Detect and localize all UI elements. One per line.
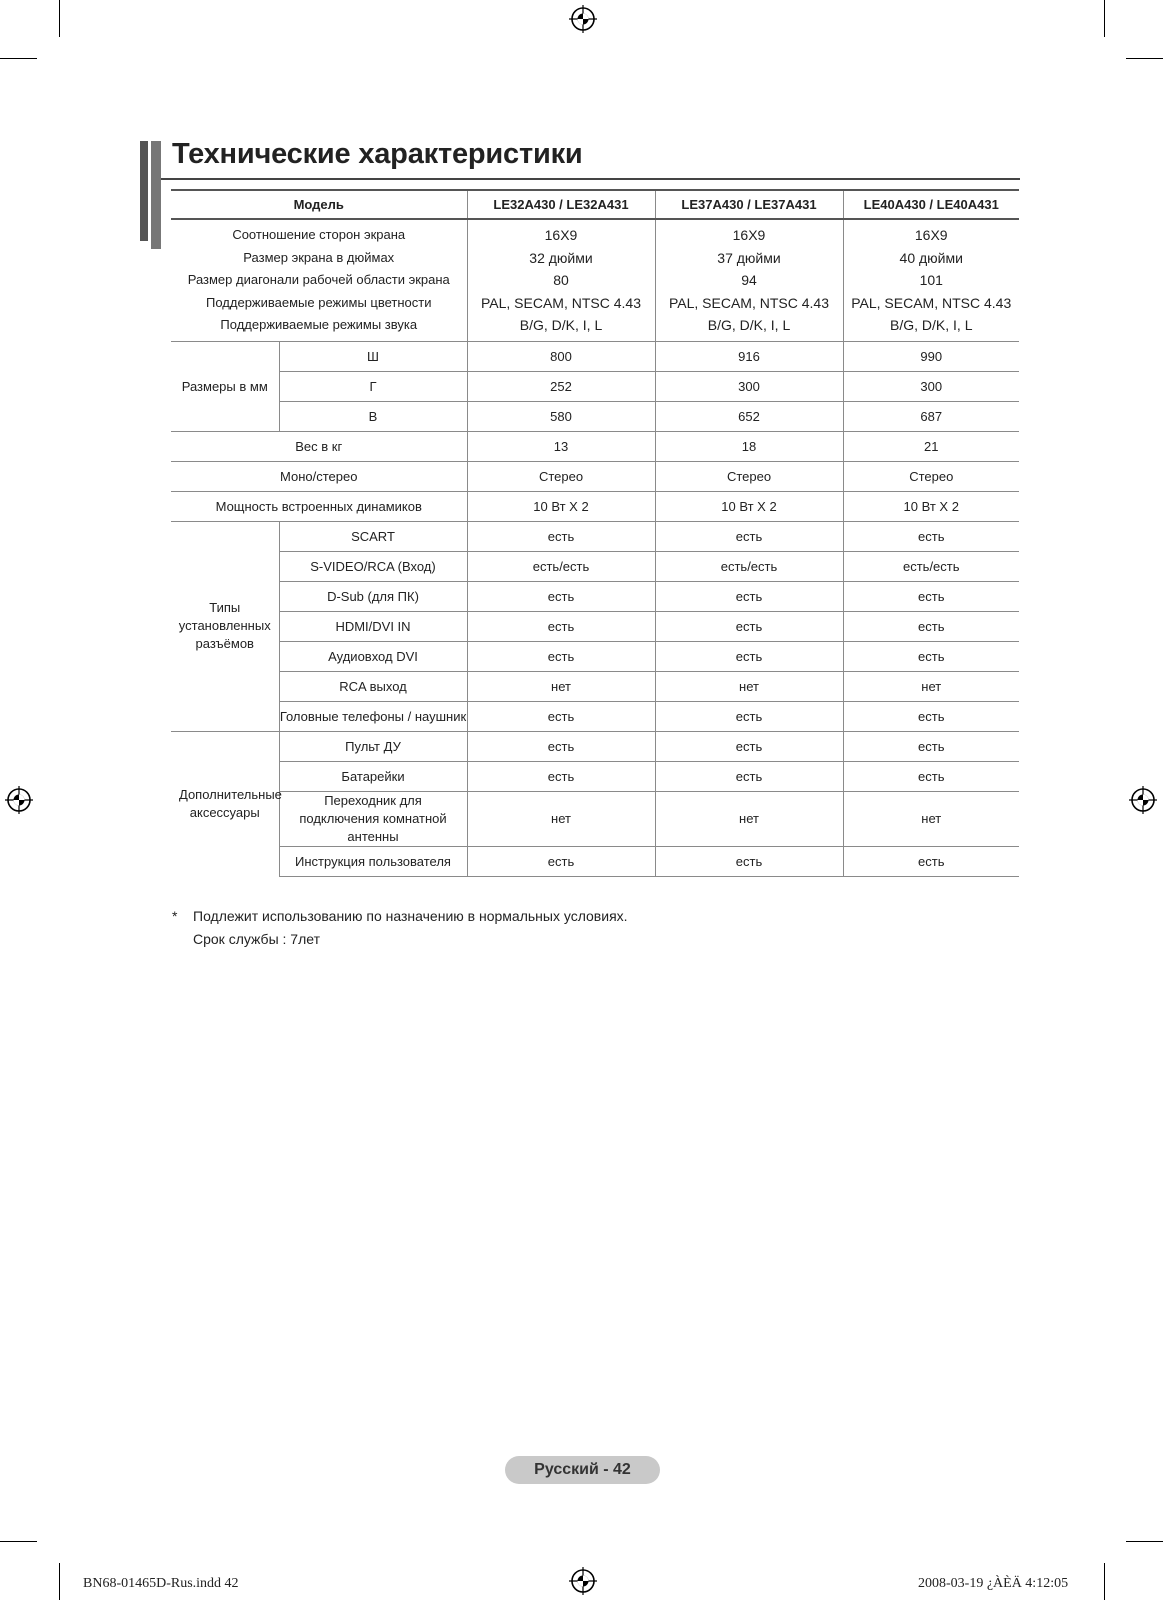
cell-value: есть bbox=[467, 641, 655, 671]
cell-value: B/G, D/K, I, L bbox=[519, 317, 603, 333]
cell-value: есть bbox=[843, 761, 1019, 791]
page-title: Технические характеристики bbox=[172, 138, 583, 170]
cell-value: есть bbox=[843, 581, 1019, 611]
spec-table bbox=[171, 189, 1019, 877]
row-label: Батарейки bbox=[279, 761, 467, 791]
cell-value: 40 дюйми bbox=[899, 249, 963, 266]
group-label: Дополнительные аксессуары bbox=[171, 731, 279, 876]
cell-value: есть bbox=[655, 761, 843, 791]
table-row bbox=[171, 551, 1019, 581]
cell-value: 10 Вт X 2 bbox=[843, 491, 1019, 521]
row-label: Моно/стерео bbox=[171, 461, 467, 491]
row-label: SCART bbox=[279, 521, 467, 551]
cell-value: 37 дюйми bbox=[717, 249, 781, 266]
cell-value: 16X9 bbox=[544, 227, 578, 243]
cell-value: 10 Вт X 2 bbox=[655, 491, 843, 521]
cell-value: есть bbox=[843, 846, 1019, 876]
table-row bbox=[171, 701, 1019, 731]
registration-mark-icon bbox=[569, 1567, 597, 1595]
table-row bbox=[171, 581, 1019, 611]
row-label: Пульт ДУ bbox=[279, 731, 467, 761]
cell-value: Стерео bbox=[467, 461, 655, 491]
footnote-star: * bbox=[172, 908, 178, 924]
cell-value: нет bbox=[655, 791, 843, 846]
registration-mark-icon bbox=[5, 786, 33, 814]
cell-value: есть bbox=[467, 521, 655, 551]
cell-value: 800 bbox=[467, 341, 655, 371]
cell-value: Стерео bbox=[655, 461, 843, 491]
cell-value: есть bbox=[843, 701, 1019, 731]
row-label: Поддерживаемые режимы цветности bbox=[206, 294, 432, 310]
cell-value: 10 Вт X 2 bbox=[467, 491, 655, 521]
cell-value: 580 bbox=[467, 401, 655, 431]
row-label: Поддерживаемые режимы звука bbox=[220, 317, 418, 332]
cell-value: 16X9 bbox=[732, 227, 766, 243]
title-underline bbox=[161, 178, 1020, 180]
cell-value: есть bbox=[655, 641, 843, 671]
cell-value: есть bbox=[467, 731, 655, 761]
table-row bbox=[171, 461, 1019, 491]
crop-mark bbox=[1126, 1541, 1163, 1542]
group-label: Типы установленных разъёмов bbox=[171, 521, 279, 731]
table-row bbox=[171, 671, 1019, 701]
cell-value: 300 bbox=[843, 371, 1019, 401]
crop-mark bbox=[1126, 58, 1163, 59]
table-header-row bbox=[171, 190, 1019, 219]
cell-value: 32 дюйми bbox=[529, 249, 593, 266]
row-label: Размер экрана в дюймах bbox=[243, 249, 395, 265]
cell-value: 990 bbox=[843, 341, 1019, 371]
cell-value: есть/есть bbox=[467, 551, 655, 581]
crop-mark bbox=[0, 1541, 37, 1542]
row-label: Г bbox=[279, 371, 467, 401]
cell-value: нет bbox=[843, 671, 1019, 701]
cell-value: есть bbox=[655, 846, 843, 876]
cell-value: нет bbox=[655, 671, 843, 701]
cell-value: есть bbox=[843, 611, 1019, 641]
cell-value: PAL, SECAM, NTSC 4.43 bbox=[851, 294, 1012, 311]
cell-value: 21 bbox=[843, 431, 1019, 461]
registration-mark-icon bbox=[1129, 786, 1157, 814]
cell-value: нет bbox=[467, 791, 655, 846]
row-label: D-Sub (для ПК) bbox=[279, 581, 467, 611]
table-row bbox=[171, 791, 1019, 846]
crop-mark bbox=[1104, 1563, 1105, 1600]
table-row bbox=[171, 846, 1019, 876]
cell-value: есть bbox=[467, 701, 655, 731]
cell-value: есть bbox=[655, 611, 843, 641]
display-values-cell bbox=[843, 219, 1019, 341]
table-row bbox=[171, 521, 1019, 551]
slug-filename: BN68-01465D-Rus.indd 42 bbox=[83, 1576, 239, 1591]
cell-value: есть bbox=[467, 846, 655, 876]
header-model: LE37A430 / LE37A431 bbox=[655, 190, 843, 219]
cell-value: 80 bbox=[553, 272, 569, 288]
cell-value: 16X9 bbox=[914, 227, 948, 243]
cell-value: 101 bbox=[919, 272, 943, 288]
row-label: В bbox=[279, 401, 467, 431]
table-row bbox=[171, 611, 1019, 641]
cell-value: есть bbox=[655, 701, 843, 731]
cell-value: есть bbox=[843, 731, 1019, 761]
row-label: HDMI/DVI IN bbox=[279, 611, 467, 641]
cell-value: 94 bbox=[741, 272, 757, 288]
cell-value: есть bbox=[843, 641, 1019, 671]
cell-value: нет bbox=[843, 791, 1019, 846]
table-row bbox=[171, 371, 1019, 401]
header-model: LE40A430 / LE40A431 bbox=[843, 190, 1019, 219]
table-row bbox=[171, 641, 1019, 671]
row-label: Аудиовход DVI bbox=[279, 641, 467, 671]
cell-value: есть/есть bbox=[843, 551, 1019, 581]
table-row bbox=[171, 491, 1019, 521]
table-row bbox=[171, 341, 1019, 371]
cell-value: 300 bbox=[655, 371, 843, 401]
cell-value: B/G, D/K, I, L bbox=[707, 317, 791, 333]
cell-value: PAL, SECAM, NTSC 4.43 bbox=[668, 294, 829, 311]
row-label: Соотношение сторон экрана bbox=[232, 227, 406, 242]
table-row bbox=[171, 431, 1019, 461]
header-model: LE32A430 / LE32A431 bbox=[467, 190, 655, 219]
cell-value: 252 bbox=[467, 371, 655, 401]
cell-value: есть bbox=[655, 521, 843, 551]
header-model-label: Модель bbox=[171, 190, 467, 219]
cell-value: есть/есть bbox=[655, 551, 843, 581]
slug-timestamp: 2008-03-19 ¿ÀÈÄ 4:12:05 bbox=[918, 1576, 1069, 1591]
title-accent-bar bbox=[140, 141, 148, 241]
row-label: S-VIDEO/RCA (Вход) bbox=[279, 551, 467, 581]
cell-value: есть bbox=[467, 611, 655, 641]
crop-mark bbox=[1104, 0, 1105, 37]
footnote bbox=[172, 905, 628, 951]
row-label: Переходник для подключения комнатной антенны bbox=[279, 791, 467, 846]
row-label: Вес в кг bbox=[171, 431, 467, 461]
crop-mark bbox=[0, 58, 37, 59]
cell-value: есть bbox=[655, 581, 843, 611]
cell-value: Стерео bbox=[843, 461, 1019, 491]
registration-mark-icon bbox=[569, 5, 597, 33]
crop-mark bbox=[59, 0, 60, 37]
row-label: Размер диагонали рабочей области экрана bbox=[187, 272, 450, 287]
display-values-cell bbox=[467, 219, 655, 341]
table-row bbox=[171, 401, 1019, 431]
cell-value: нет bbox=[467, 671, 655, 701]
footnote-line: Срок службы : 7лет bbox=[193, 931, 320, 947]
cell-value: есть bbox=[843, 521, 1019, 551]
row-label: Инструкция пользователя bbox=[279, 846, 467, 876]
row-label: RCA выход bbox=[279, 671, 467, 701]
title-accent-bar bbox=[151, 141, 161, 249]
row-label: Ш bbox=[279, 341, 467, 371]
cell-value: B/G, D/K, I, L bbox=[890, 317, 973, 333]
cell-value: есть bbox=[655, 731, 843, 761]
display-labels-cell bbox=[171, 219, 467, 341]
page-number-badge: Русский - 42 bbox=[505, 1456, 660, 1484]
cell-value: есть bbox=[467, 761, 655, 791]
cell-value: 13 bbox=[467, 431, 655, 461]
footnote-line: Подлежит использованию по назначению в нормальных условиях. bbox=[193, 908, 628, 924]
table-row bbox=[171, 219, 1019, 341]
cell-value: 916 bbox=[655, 341, 843, 371]
crop-mark bbox=[59, 1563, 60, 1600]
table-row bbox=[171, 731, 1019, 761]
group-label: Размеры в мм bbox=[171, 341, 279, 431]
cell-value: есть bbox=[467, 581, 655, 611]
cell-value: 652 bbox=[655, 401, 843, 431]
cell-value: 687 bbox=[843, 401, 1019, 431]
table-row bbox=[171, 761, 1019, 791]
row-label: Головные телефоны / наушник bbox=[279, 701, 467, 731]
cell-value: 18 bbox=[655, 431, 843, 461]
cell-value: PAL, SECAM, NTSC 4.43 bbox=[480, 294, 641, 311]
display-values-cell bbox=[655, 219, 843, 341]
row-label: Мощность встроенных динамиков bbox=[171, 491, 467, 521]
